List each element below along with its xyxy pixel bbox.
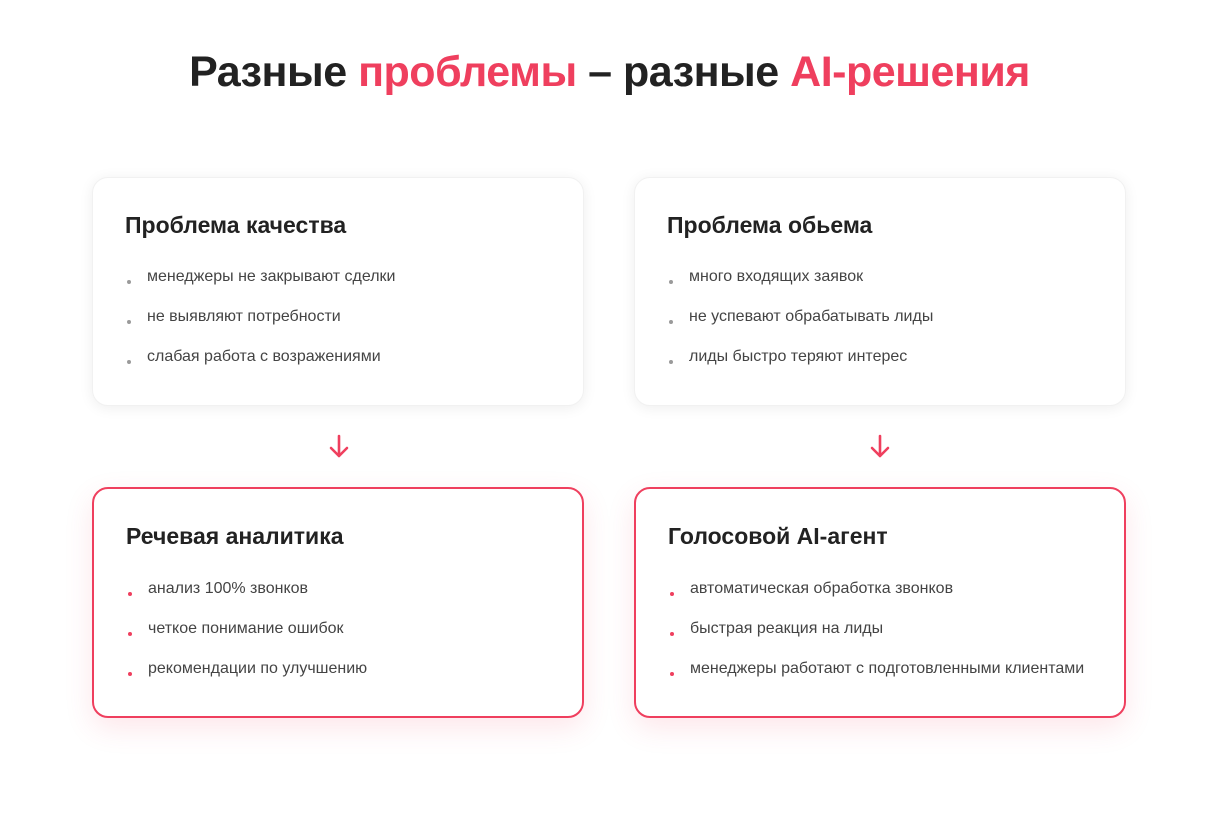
bullet-list bbox=[126, 578, 367, 698]
list-item bbox=[126, 618, 367, 658]
list-item bbox=[668, 618, 1084, 658]
list-item-text: не выявляют потребности bbox=[147, 308, 341, 325]
bullet-dot-icon bbox=[128, 592, 132, 596]
card-title: Речевая аналитика bbox=[126, 523, 344, 549]
list-item-text: много входящих заявок bbox=[689, 268, 864, 285]
list-item bbox=[125, 266, 396, 306]
list-item bbox=[667, 346, 933, 386]
arrow-down-icon bbox=[868, 433, 892, 461]
solution-card-speech-analytics bbox=[92, 487, 584, 718]
list-item bbox=[126, 578, 367, 618]
card-title: Проблема качества bbox=[125, 212, 347, 238]
bullet-dot-icon bbox=[127, 360, 131, 364]
list-item bbox=[667, 266, 933, 306]
list-item bbox=[667, 306, 933, 346]
list-item bbox=[125, 346, 396, 386]
list-item bbox=[668, 578, 1084, 618]
list-item-text: лиды быстро теряют интерес bbox=[689, 348, 908, 365]
list-item bbox=[125, 306, 396, 346]
card-title: Проблема обьема bbox=[667, 212, 873, 238]
bullet-list bbox=[667, 266, 933, 386]
list-item-text: рекомендации по улучшению bbox=[148, 660, 368, 677]
arrow-down-icon bbox=[327, 433, 351, 461]
list-item bbox=[126, 658, 367, 698]
list-item-text: автоматическая обработка звонков bbox=[690, 580, 954, 597]
page-title bbox=[0, 44, 1219, 100]
bullet-dot-icon bbox=[127, 280, 131, 284]
title-part-1: Разные bbox=[189, 48, 359, 96]
problem-card-volume bbox=[634, 177, 1126, 406]
card-title: Голосовой AI-агент bbox=[668, 523, 888, 549]
solution-card-voice-ai-agent bbox=[634, 487, 1126, 718]
list-item bbox=[668, 658, 1084, 698]
list-item-text: быстрая реакция на лиды bbox=[690, 620, 884, 637]
title-part-3: – разные bbox=[576, 48, 791, 96]
list-item-text: не успевают обрабатывать лиды bbox=[689, 308, 934, 325]
title-accent-ai-solutions: AI-решения bbox=[790, 48, 1030, 96]
bullet-list bbox=[125, 266, 396, 386]
bullet-dot-icon bbox=[669, 280, 673, 284]
bullet-dot-icon bbox=[670, 672, 674, 676]
list-item-text: менеджеры работают с подготовленными клиентами bbox=[690, 660, 1085, 677]
bullet-dot-icon bbox=[127, 320, 131, 324]
bullet-list bbox=[668, 578, 1084, 698]
bullet-dot-icon bbox=[669, 360, 673, 364]
list-item-text: анализ 100% звонков bbox=[148, 580, 309, 597]
bullet-dot-icon bbox=[670, 592, 674, 596]
bullet-dot-icon bbox=[128, 632, 132, 636]
list-item-text: слабая работа с возражениями bbox=[147, 348, 381, 365]
bullet-dot-icon bbox=[670, 632, 674, 636]
title-accent-problems: проблемы bbox=[358, 48, 577, 96]
problem-card-quality bbox=[92, 177, 584, 406]
list-item-text: четкое понимание ошибок bbox=[148, 620, 344, 637]
bullet-dot-icon bbox=[669, 320, 673, 324]
list-item-text: менеджеры не закрывают сделки bbox=[147, 268, 396, 285]
bullet-dot-icon bbox=[128, 672, 132, 676]
